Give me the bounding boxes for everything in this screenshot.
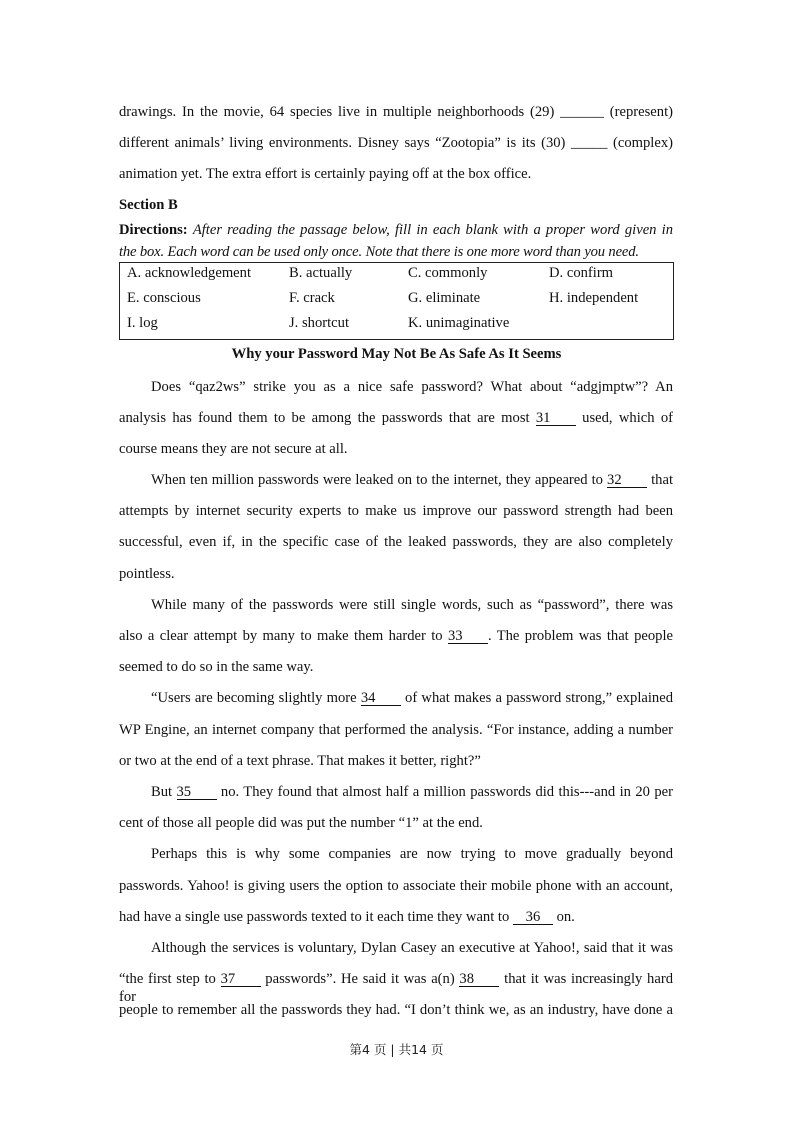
text-run: successful, even if, in the specific case of the leaked passwords, they are also completely bbox=[119, 534, 673, 550]
text-run: on. bbox=[552, 909, 575, 925]
text-line bbox=[119, 409, 673, 427]
directions-text: After reading the passage below, fill in each blank with a proper word given in bbox=[192, 222, 673, 238]
text-run: course means they are not secure at all. bbox=[119, 441, 348, 457]
text-run: seemed to do so in the same way. bbox=[119, 659, 314, 675]
text-run: of what makes a password strong,” explained bbox=[400, 690, 674, 706]
text-run: that it was increasingly hard for bbox=[119, 971, 673, 1005]
text-run: When ten million passwords were leaked on to the internet, they appeared to bbox=[151, 472, 608, 488]
text-run: attempts by internet security experts to make us improve our password strength had been bbox=[119, 503, 673, 519]
word-option: G. eliminate bbox=[408, 290, 481, 306]
text-line bbox=[119, 440, 673, 458]
text-line bbox=[119, 658, 673, 676]
word-option: C. commonly bbox=[408, 265, 488, 281]
answer-blank: 37 bbox=[221, 972, 261, 987]
text-run: had have a single use passwords texted to it each time they want to bbox=[119, 909, 513, 925]
answer-blank: 36 bbox=[513, 910, 553, 925]
passage-title: Why your Password May Not Be As Safe As It Seems bbox=[231, 346, 562, 362]
text-line bbox=[119, 814, 673, 832]
section-heading: Section B bbox=[119, 197, 178, 213]
text-run: passwords. Yahoo! is giving users the option to associate their mobile phone with an account, bbox=[119, 878, 673, 894]
text-run: no. They found that almost half a million passwords did this---and in 20 per bbox=[216, 784, 674, 800]
text-line bbox=[119, 134, 673, 152]
text-line bbox=[119, 752, 673, 770]
text-line bbox=[119, 939, 673, 957]
text-run: pointless. bbox=[119, 566, 175, 582]
word-option: D. confirm bbox=[549, 265, 614, 281]
text-run: But bbox=[151, 784, 177, 800]
text-run: Although the services is voluntary, Dylan Casey an executive at Yahoo!, said that it was bbox=[151, 940, 673, 956]
word-option: H. independent bbox=[549, 290, 639, 306]
text-line bbox=[119, 103, 673, 121]
text-line bbox=[119, 877, 673, 895]
word-option: K. unimaginative bbox=[408, 315, 510, 331]
text-run: “the first step to bbox=[119, 971, 221, 987]
text-line bbox=[119, 378, 673, 396]
text-run: passwords”. He said it was a(n) bbox=[260, 971, 460, 987]
text-run: Perhaps this is why some companies are now trying to move gradually beyond bbox=[151, 846, 673, 862]
text-line bbox=[119, 165, 673, 183]
text-run: cent of those all people did was put the number “1” at the end. bbox=[119, 815, 483, 831]
text-line bbox=[119, 533, 673, 551]
text-run: WP Engine, an internet company that performed the analysis. “For instance, adding a number bbox=[119, 722, 673, 738]
text-line bbox=[119, 721, 673, 739]
text-run: or two at the end of a text phrase. That makes it better, right?” bbox=[119, 753, 481, 769]
text-line bbox=[119, 1001, 673, 1019]
word-bank-box bbox=[119, 262, 674, 340]
text-line bbox=[119, 596, 673, 614]
text-line bbox=[119, 502, 673, 520]
text-run: “Users are becoming slightly more bbox=[151, 690, 361, 706]
text-line bbox=[119, 783, 673, 801]
word-option: A. acknowledgement bbox=[127, 265, 252, 281]
text-line bbox=[119, 471, 673, 489]
answer-blank: 35 bbox=[177, 785, 217, 800]
word-option: F. crack bbox=[289, 290, 335, 306]
text-run: different animals’ living environments. Disney says “Zootopia” is its (30) _____ (complex) bbox=[119, 135, 673, 151]
word-option: B. actually bbox=[289, 265, 353, 281]
directions-line-1 bbox=[119, 221, 673, 239]
answer-blank: 32 bbox=[607, 473, 647, 488]
directions-label: Directions: bbox=[119, 222, 188, 238]
directions-line-2: the box. Each word can be used only once. Note that there is one more word than you need. bbox=[119, 244, 639, 260]
text-run: used, which of bbox=[575, 410, 673, 426]
answer-blank: 38 bbox=[459, 972, 499, 987]
answer-blank: 33 bbox=[448, 629, 488, 644]
answer-blank: 31 bbox=[536, 411, 576, 426]
page-footer: 第4 页 | 共14 页 bbox=[349, 1042, 444, 1057]
text-line bbox=[119, 565, 673, 583]
word-option: J. shortcut bbox=[289, 315, 349, 331]
text-run: Does “qaz2ws” strike you as a nice safe password? What about “adgjmptw”? An bbox=[151, 379, 673, 395]
text-run: also a clear attempt by many to make them harder to bbox=[119, 628, 448, 644]
text-run: analysis has found them to be among the passwords that are most bbox=[119, 410, 536, 426]
text-run: that bbox=[647, 472, 673, 488]
text-line bbox=[119, 689, 673, 707]
text-line bbox=[119, 908, 673, 926]
word-option: I. log bbox=[127, 315, 158, 331]
answer-blank: 34 bbox=[361, 691, 401, 706]
text-line bbox=[119, 627, 673, 645]
text-run: . The problem was that people bbox=[487, 628, 673, 644]
text-run: animation yet. The extra effort is certainly paying off at the box office. bbox=[119, 166, 532, 182]
text-line bbox=[119, 845, 673, 863]
word-option: E. conscious bbox=[127, 290, 201, 306]
text-run: people to remember all the passwords they had. “I don’t think we, as an industry, have done a bbox=[119, 1002, 673, 1018]
text-run: drawings. In the movie, 64 species live in multiple neighborhoods (29) ______ (represent) bbox=[119, 104, 673, 120]
text-run: While many of the passwords were still single words, such as “password”, there was bbox=[151, 597, 673, 613]
